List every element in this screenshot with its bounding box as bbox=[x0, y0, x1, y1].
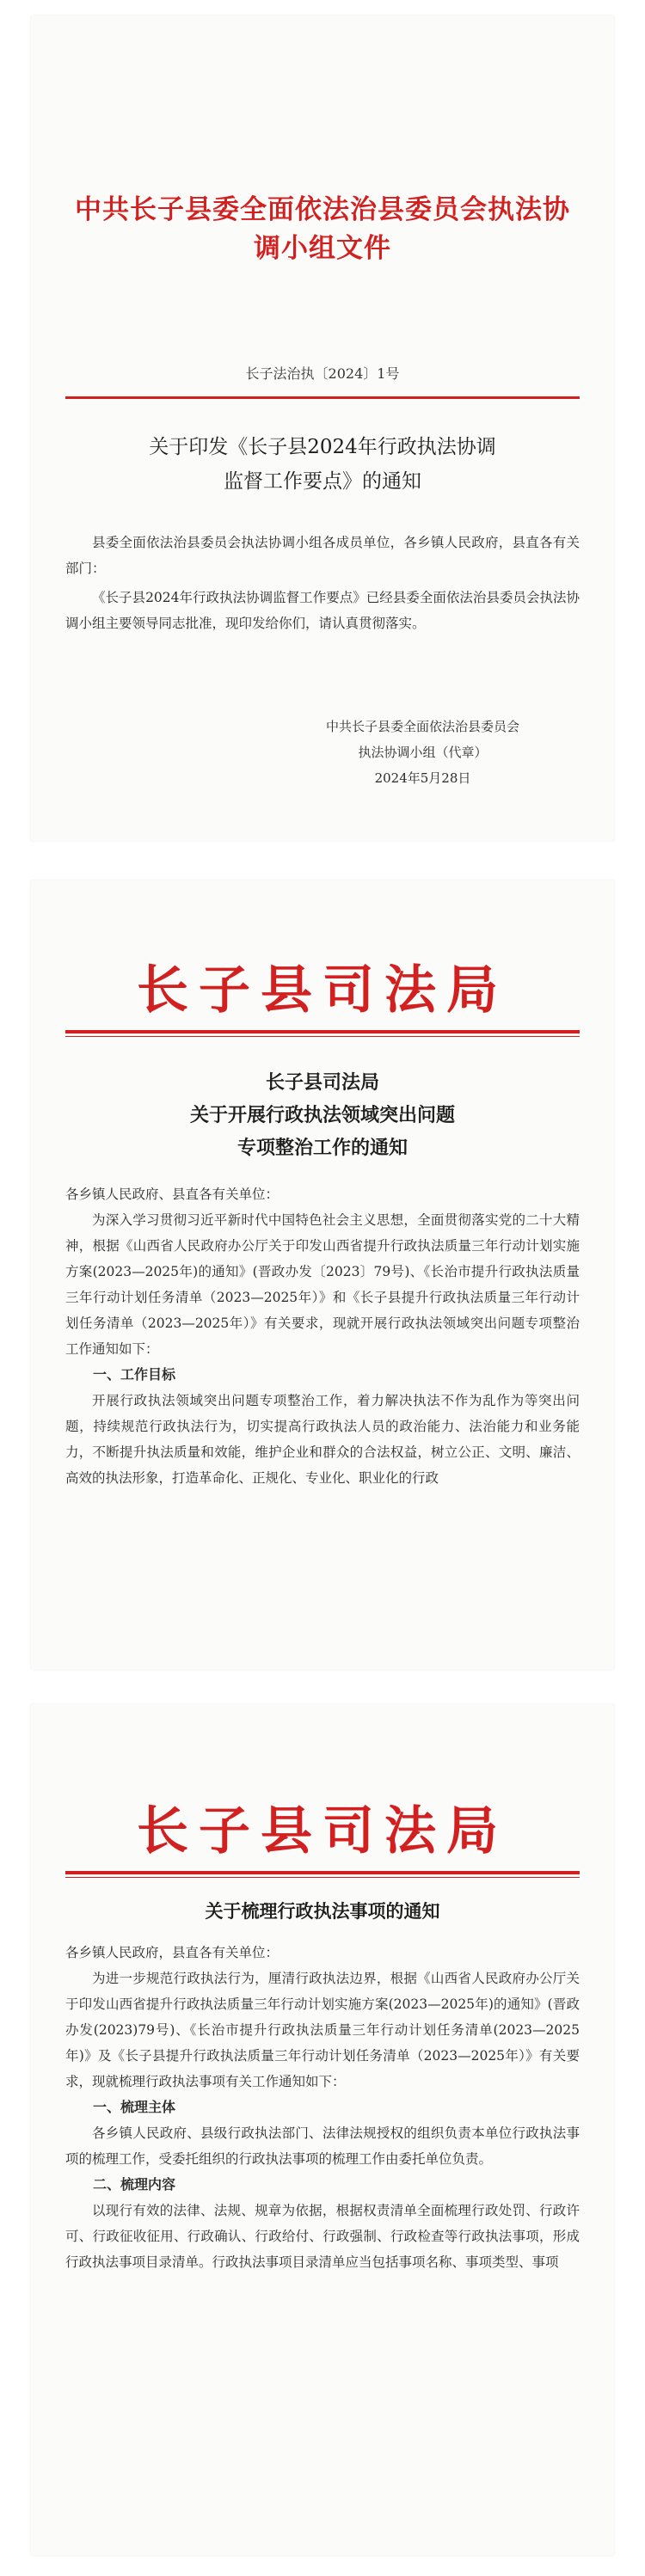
title-line-2: 监督工作要点》的通知 bbox=[224, 470, 421, 493]
document-page-3 bbox=[31, 1704, 614, 2555]
red-divider bbox=[65, 396, 580, 399]
document-header: 长子县司法局 bbox=[137, 1801, 508, 1861]
document-title: 关于梳理行政执法事项的通知 bbox=[205, 1900, 440, 1922]
body-paragraph-1: 为深入学习贯彻习近平新时代中国特色社会主义思想，全面贯彻落实党的二十大精神，根据《山西省人民政府办公厅关于印发山西省提升行政执法质量三年行动计划实施方案(2023—2025年)的通知》(晋政办发〔2023〕79号)、《长治市提升行政执法质量三年行动计划任务清单（2023—2025年）》和《长子县提升行政执法质量三年行动计划任务清单（2023—2025年）》有关要求，现就开展行政执法领域突出问题专项整治工作通知如下： bbox=[65, 1212, 580, 1357]
document-number: 长子法治执〔2024〕1号 bbox=[245, 365, 400, 382]
document-title bbox=[65, 430, 580, 499]
title-line-1: 关于印发《长子县2024年行政执法协调 bbox=[149, 436, 496, 458]
document-header: 中共长子县委全面依法治县委员会执法协调小组文件 bbox=[75, 194, 570, 264]
signature-unit: 执法协调小组（代章） bbox=[358, 745, 488, 760]
document-title bbox=[65, 1066, 580, 1164]
body-paragraph-2: 开展行政执法领域突出问题专项整治工作，着力解决执法不作为乱作为等突出问题，持续规范行政执法行为，切实提高行政执法人员的政治能力、法治能力和业务能力，不断提升执法质量和效能，维护企业和群众的合法权益，树立公正、文明、廉洁、高效的执法形象，打造革命化、正规化、专业化、职业化的行政 bbox=[65, 1393, 580, 1486]
red-divider-thick bbox=[65, 1871, 580, 1874]
signature-date: 2024年5月28日 bbox=[374, 770, 471, 786]
signature-org: 中共长子县委全面依法治县委员会 bbox=[325, 719, 519, 734]
recipients: 县委全面依法治县委员会执法协调小组各成员单位，各乡镇人民政府，县直各有关部门： bbox=[65, 535, 580, 576]
signature-block bbox=[326, 714, 519, 791]
recipients: 各乡镇人民政府，县直各有关单位： bbox=[65, 1945, 280, 1960]
body-paragraph-3: 以现行有效的法律、法规、规章为依据，根据权责清单全面梳理行政处罚、行政许可、行政征收征用、行政确认、行政给付、行政强制、行政检查等行政执法事项，形成行政执法事项目录清单。行政执法事项目录清单应当包括事项名称、事项类型、事项 bbox=[65, 2203, 580, 2270]
red-divider-thin bbox=[65, 1036, 580, 1037]
body-paragraph-1: 为进一步规范行政执法行为，厘清行政执法边界，根据《山西省人民政府办公厅关于印发山西省提升行政执法质量三年行动计划实施方案(2023—2025年)的通知》(晋政办发(2023)79号)、《长治市提升行政执法质量三年行动计划任务清单(2023—2025年)》及《长子县提升行政执法质量三年行动计划任务清单（2023—2025年）》有关要求，现就梳理行政执法事项有关工作通知如下： bbox=[65, 1971, 580, 2089]
title-line-3: 专项整治工作的通知 bbox=[236, 1137, 408, 1159]
red-divider-thick bbox=[65, 1030, 580, 1033]
document-header: 长子县司法局 bbox=[137, 960, 508, 1021]
section-heading-2: 二、梳理内容 bbox=[93, 2176, 176, 2193]
document-page-2 bbox=[31, 880, 614, 1670]
section-heading-1: 一、梳理主体 bbox=[93, 2099, 176, 2115]
body-paragraph: 《长子县2024年行政执法协调监督工作要点》已经县委全面依法治县委员会执法协调小组主要领导同志批准，现印发给你们，请认真贯彻落实。 bbox=[65, 590, 580, 631]
recipients: 各乡镇人民政府、县直各有关单位： bbox=[65, 1187, 280, 1202]
section-heading-1: 一、工作目标 bbox=[93, 1366, 176, 1383]
red-divider-thin bbox=[65, 1877, 580, 1878]
body-paragraph-2: 各乡镇人民政府、县级行政执法部门、法律法规授权的组织负责本单位行政执法事项的梳理工作，受委托组织的行政执法事项的梳理工作由委托单位负责。 bbox=[65, 2125, 580, 2167]
title-line-1: 长子县司法局 bbox=[265, 1071, 379, 1094]
title-line-2: 关于开展行政执法领域突出问题 bbox=[189, 1104, 455, 1126]
document-page-1 bbox=[31, 15, 614, 841]
